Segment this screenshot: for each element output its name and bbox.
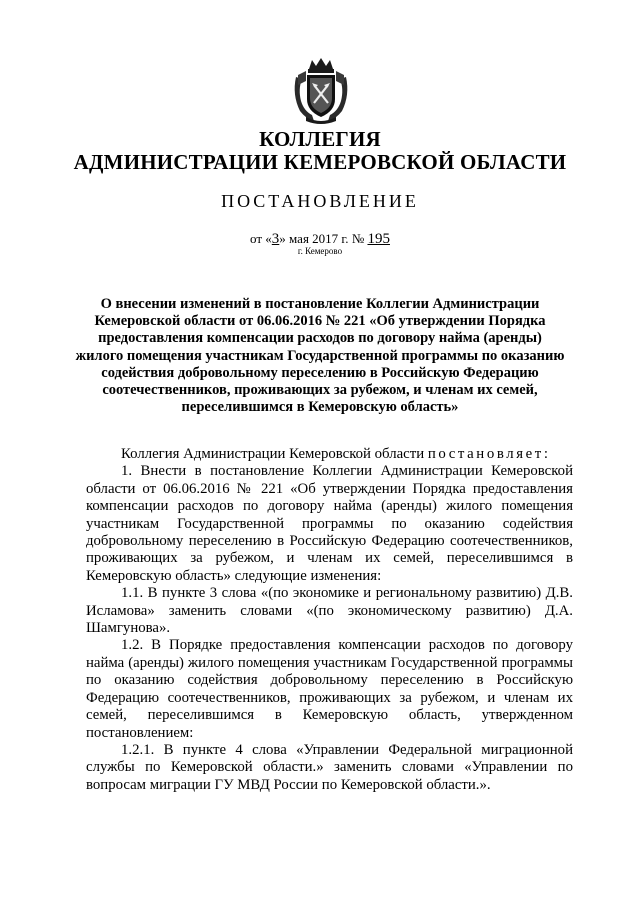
intro-decision-word: постановляет: [427, 446, 551, 462]
paragraph-1: 1. Внести в постановление Коллегии Администрации Кемеровской области от 06.06.2016 № 221 «Об утверждении Порядка предоставления компенсации расходов по договору найма (аренды) жилого помещения участникам Государственной программы по оказанию содействия добровольному переселению в Российскую Федерацию соотечественников, проживающих за рубежом, и членам их семей, переселившимся в Кемеровскую область» следующие изменения: [86, 463, 573, 584]
document-type: ПОСТАНОВЛЕНИЕ [221, 191, 419, 211]
document-number: 195 [367, 231, 390, 247]
org-name-line2: АДМИНИСТРАЦИИ КЕМЕРОВСКОЙ ОБЛАСТИ [73, 150, 567, 174]
document-body [86, 446, 573, 794]
intro-text: Коллегия Администрации Кемеровской области [121, 446, 425, 462]
paragraph-1-2-1: 1.2.1. В пункте 4 слова «Управлении Федеральной миграционной службы по Кемеровской области.» заменить словами «Управлении по вопросам миграции ГУ МВД России по Кемеровской области.». [86, 741, 573, 793]
date-month-year: » мая 2017 г. [279, 231, 349, 246]
intro-paragraph [86, 446, 573, 463]
paragraph-1-1: 1.1. В пункте 3 слова «(по экономике и региональному развитию) Д.В. Исламова» заменить словами «(по экономическому развитию) Д.А. Шамгунова». [86, 585, 573, 637]
kemerovo-oblast-coat-of-arms-icon [292, 55, 350, 125]
date-day: 3 [271, 231, 280, 247]
document-title: О внесении изменений в постановление Коллегии Администрации Кемеровской области от 06.06.2016 № 221 «Об утверждении Порядка предоставления компенсации расходов по договору найма (аренды) жилого помещения участникам Государственной программы по оказанию содействия добровольному переселению в Российскую Федерацию соотечественников, проживающих за рубежом, и членам их семей, переселившимся в Кемеровскую область» [75, 296, 565, 416]
date-prefix: от « [250, 231, 272, 246]
number-prefix: № [351, 231, 365, 246]
org-name-line1: КОЛЛЕГИЯ [259, 127, 381, 151]
city: г. Кемерово [297, 246, 343, 256]
paragraph-1-2: 1.2. В Порядке предоставления компенсации расходов по договору найма (аренды) жилого помещения участникам Государственной программы по оказанию содействия добровольному переселению в Российскую Федерацию соотечественников, проживающих за рубежом, и членам их семей, переселившимся в Кемеровскую область, утвержденном постановлением: [86, 637, 573, 741]
